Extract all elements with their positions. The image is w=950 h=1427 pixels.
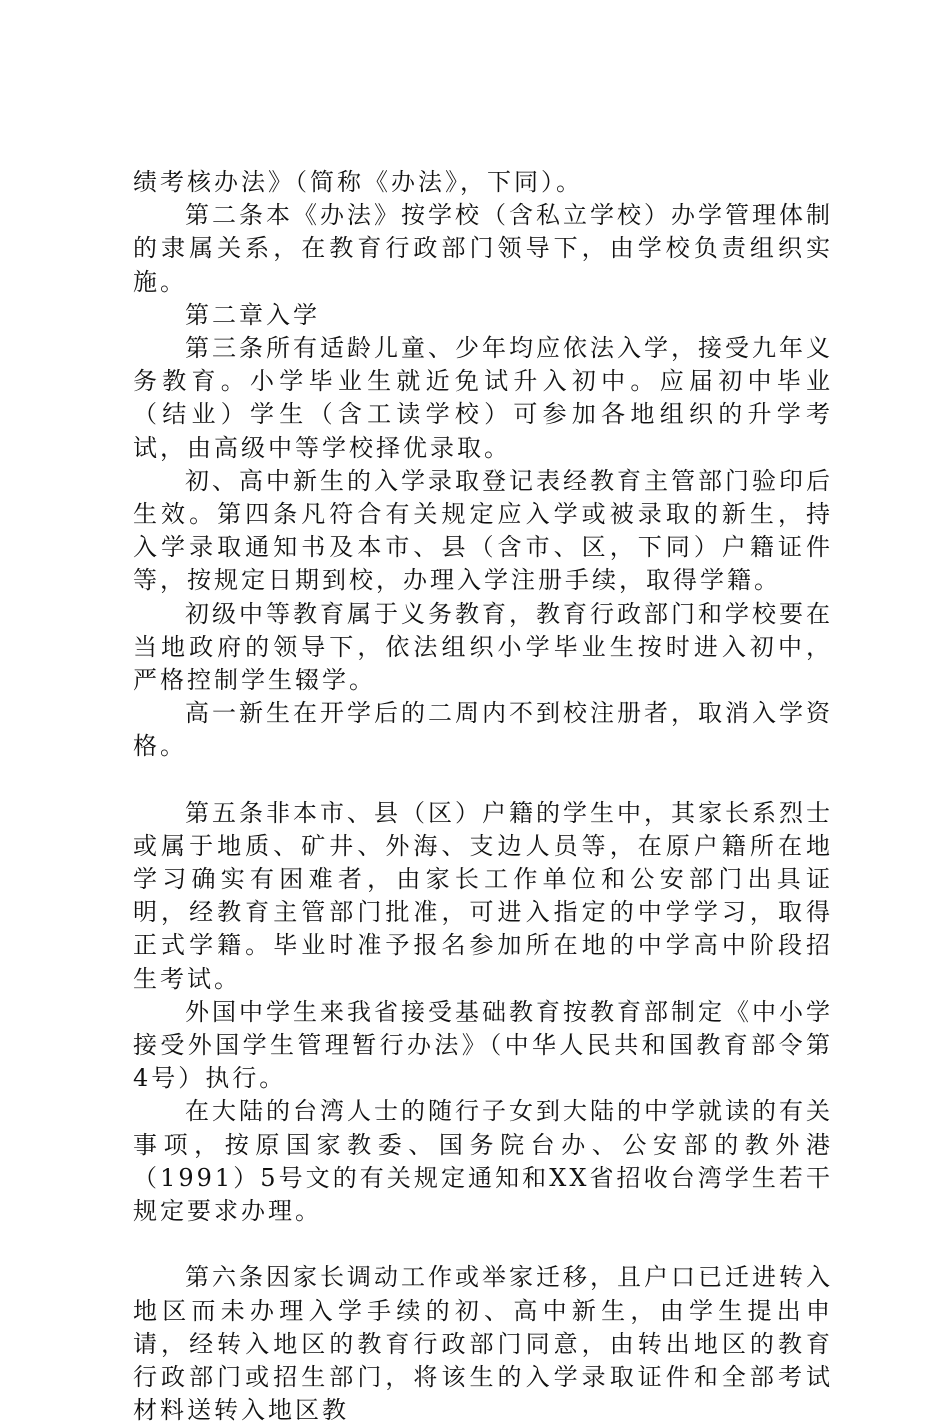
paragraph-article-5: 第五条非本市、县（区）户籍的学生中，其家长系烈士或属于地质、矿井、外海、支边人员等，在原户籍所在地学习确实有困难者，由家长工作单位和公安部门出具证明，经教育主管部门批准，可进入指定的中学学习，取得正式学籍。毕业时准予报名参加所在地的中学高中阶段招生考试。	[133, 798, 833, 993]
paragraph-article-2: 第二条本《办法》按学校（含私立学校）办学管理体制的隶属关系，在教育行政部门领导下，由学校负责组织实施。	[133, 201, 833, 296]
chapter-heading-admission: 第二章入学	[185, 300, 320, 329]
paragraph-article-6: 第六条因家长调动工作或举家迁移，且户口已迁进转入地区而未办理入学手续的初、高中新生，由学生提出申请，经转入地区的教育行政部门同意，由转出地区的教育行政部门或招生部门，将该生的入学录取证件和全部考试材料送转入地区教	[133, 1263, 833, 1425]
paragraph-continuation: 绩考核办法》（简称《办法》，下同）。	[133, 168, 583, 196]
paragraph-foreign-students: 外国中学生来我省接受基础教育按教育部制定《中小学接受外国学生管理暂行办法》（中华人民共和国教育部令第4号）执行。	[133, 997, 833, 1093]
paragraph-article-3: 第三条所有适龄儿童、少年均应依法入学，接受九年义务教育。小学毕业生就近免试升入初中。应届初中毕业（结业）学生（含工读学校）可参加各地组织的升学考试，由高级中等学校择优录取。	[133, 334, 833, 462]
paragraph-gap	[133, 764, 833, 797]
paragraph-article-4: 初、高中新生的入学录取登记表经教育主管部门验印后生效。第四条凡符合有关规定应入学或被录取的新生，持入学录取通知书及本市、县（含市、区，下同）户籍证件等，按规定日期到校，办理入学注册手续，取得学籍。	[133, 466, 833, 595]
document-body	[133, 166, 833, 1427]
paragraph-taiwan-students: 在大陆的台湾人士的随行子女到大陆的中学就读的有关事项，按原国家教委、国务院台办、公安部的教外港（1991）5号文的有关规定通知和XX省招收台湾学生若干规定要求办理。	[133, 1097, 833, 1226]
paragraph-compulsory-education: 初级中等教育属于义务教育，教育行政部门和学校要在当地政府的领导下，依法组织小学毕业生按时进入初中，严格控制学生辍学。	[133, 599, 833, 695]
paragraph-registration-deadline: 高一新生在开学后的二周内不到校注册者，取消入学资格。	[133, 699, 833, 761]
paragraph-gap	[133, 1228, 833, 1261]
